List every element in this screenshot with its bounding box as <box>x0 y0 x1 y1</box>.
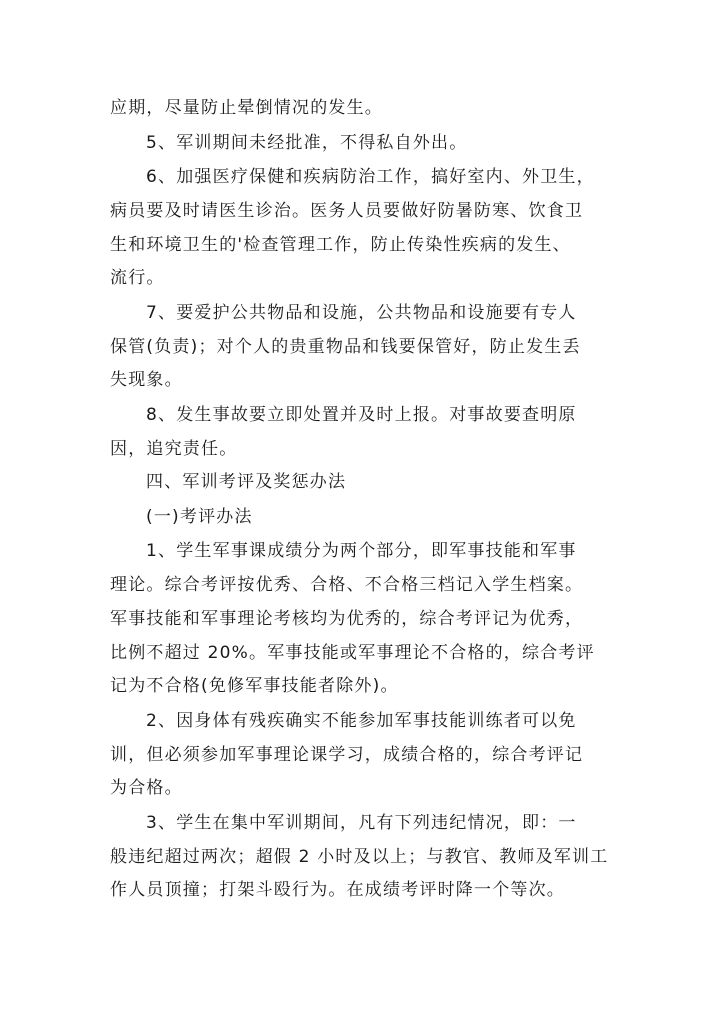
text-line: 2、因身体有残疾确实不能参加军事技能训练者可以免 <box>146 711 577 731</box>
text-line: 为合格。 <box>110 778 183 798</box>
section-heading: 四、军训考评及奖惩办法 <box>146 472 347 492</box>
text-line: 8、发生事故要立即处置并及时上报。对事故要查明原 <box>146 405 577 425</box>
subsection-heading: (一)考评办法 <box>146 507 253 527</box>
text-line: 因，追究责任。 <box>110 439 238 459</box>
text-line: 7、要爱护公共物品和设施，公共物品和设施要有专人 <box>146 303 577 323</box>
text-line: 军事技能和军事理论考核均为优秀的，综合考评记为优秀， <box>110 609 584 629</box>
text-line: 5、军训期间未经批准，不得私自外出。 <box>146 133 468 153</box>
text-line: 流行。 <box>110 268 165 288</box>
text-line: 作人员顶撞；打架斗殴行为。在成绩考评时降一个等次。 <box>110 880 565 900</box>
text-line: 训，但必须参加军事理论课学习，成绩合格的，综合考评记 <box>110 745 584 765</box>
text-line: 1、学生军事课成绩分为两个部分，即军事技能和军事 <box>146 541 577 561</box>
text-line: 病员要及时请医生诊治。医务人员要做好防暑防寒、饮食卫 <box>110 201 584 221</box>
text-line: 6、加强医疗保健和疾病防治工作，搞好室内、外卫生， <box>146 167 595 187</box>
text-line: 记为不合格(免修军事技能者除外)。 <box>110 676 399 696</box>
text-line: 比例不超过 20%。军事技能或军事理论不合格的，综合考评 <box>110 643 595 663</box>
text-line: 般违纪超过两次；超假 2 小时及以上；与教官、教师及军训工 <box>110 847 609 867</box>
text-line: 生和环境卫生的'检查管理工作，防止传染性疾病的发生、 <box>110 235 571 255</box>
text-line: 应期，尽量防止晕倒情况的发生。 <box>110 98 383 118</box>
text-line: 理论。综合考评按优秀、合格、不合格三档记入学生档案。 <box>110 575 584 595</box>
text-line: 保管(负责)；对个人的贵重物品和钱要保管好，防止发生丢 <box>110 337 581 357</box>
text-line: 3、学生在集中军训期间，凡有下列违纪情况，即：一 <box>146 813 577 833</box>
text-line: 失现象。 <box>110 370 183 390</box>
